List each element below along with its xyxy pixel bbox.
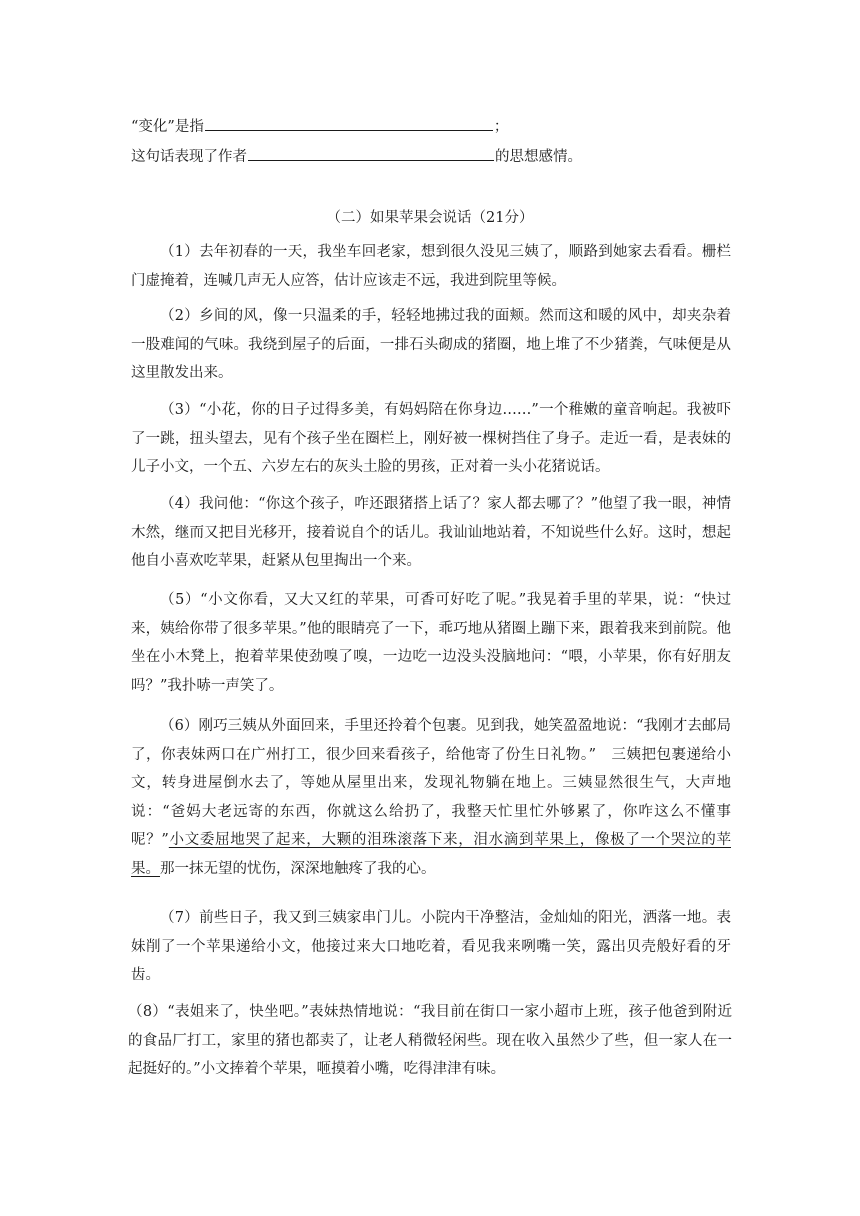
paragraph-4: （4）我问他：“你这个孩子，咋还跟猪搭上话了？家人都去哪了？”他望了我一眼，神情木然，继而又把目光移开，接着说自个的话儿。我讪讪地站着，不知说些什么好。这时，想起他自小喜欢吃苹果，赶紧从包里掏出一个来。	[131, 496, 731, 569]
paragraph-3: （3）“小花，你的日子过得多美，有妈妈陪在你身边……”一个稚嫩的童音响起。我被吓了一跳，扭头望去，见有个孩子坐在圈栏上，刚好被一棵树挡住了身子。走近一看，是表妹的儿子小文，一个五、六岁左右的灰头土脸的男孩，正对着一头小花猪说话。	[131, 402, 731, 475]
paragraph-1: （1）去年初春的一天，我坐车回老家，想到很久没见三姨了，顺路到她家去看看。栅栏门虚掩着，连喊几声无人应答，估计应该走不远，我进到院里等候。	[131, 244, 731, 289]
question-change-suffix: ；	[493, 119, 509, 135]
paragraph-6	[131, 712, 731, 883]
question-change-prefix: “变化”是指	[131, 119, 204, 135]
paragraph-2: （2）乡间的风，像一只温柔的手，轻轻地拂过我的面颊。然而这和暖的风中，却夹杂着一股难闻的气味。我绕到屋子的后面，一排石头砌成的猪圈，地上堆了不少猪粪，气味便是从这里散发出来。	[131, 308, 731, 381]
paragraph-6-text-a: （6）刚巧三姨从外面回来，手里还拎着个包裹。见到我，她笑盈盈地说：“我刚才去邮局了，你表妹两口在广州打工，很少回来看孩子，给他寄了份生日礼物。” 三姨把包裹递给小文，转身进屋倒水去了，等她从屋里出来，发现礼物躺在地上。三姨显然很生气，大声地说：“爸妈大老远寄的东西，你就这么给扔了，我整天忙里忙外够累了，你咋这么不懂事呢？”	[131, 718, 731, 848]
question-change-line	[131, 116, 508, 137]
answer-blank-feeling[interactable]	[248, 146, 494, 161]
paragraph-5: （5）“小文你看，又大又红的苹果，可香可好吃了呢。”我晃着手里的苹果，说：“快过来，姨给你带了很多苹果。”他的眼睛亮了一下，乖巧地从猪圈上蹦下来，跟着我来到前院。他坐在小木凳上，抱着苹果使劲嗅了嗅，一边吃一边没头没脑地问：“喂，小苹果，你有好朋友吗？”我扑哧一声笑了。	[131, 592, 731, 694]
question-feeling-line	[131, 146, 582, 167]
paragraph-6-underlined-sentence: 小文委屈地哭了起来，大颗的泪珠滚落下来，泪水滴到苹果上，像极了一个哭泣的苹果。	[131, 832, 731, 877]
section-title: （二）如果苹果会说话（21分）	[326, 210, 534, 226]
paragraph-6-text-b: 那一抹无望的忧伤，深深地触疼了我的心。	[160, 860, 436, 877]
paragraph-8: （8）“表姐来了，快坐吧。”表妹热情地说：“我目前在街口一家小超市上班，孩子他爸到附近的食品厂打工，家里的猪也都卖了，让老人稍微轻闲些。现在收入虽然少了些，但一家人在一起挺好的。”小文捧着个苹果，咂摸着小嘴，吃得津津有味。	[128, 1004, 732, 1077]
question-feeling-suffix: 的思想感情。	[495, 149, 582, 165]
question-feeling-prefix: 这句话表现了作者	[131, 149, 247, 165]
answer-blank-change[interactable]	[205, 116, 493, 131]
paragraph-7: （7）前些日子，我又到三姨家串门儿。小院内干净整洁，金灿灿的阳光，洒落一地。表妹削了一个苹果递给小文，他接过来大口地吃着，看见我来咧嘴一笑，露出贝壳般好看的牙齿。	[131, 910, 731, 983]
